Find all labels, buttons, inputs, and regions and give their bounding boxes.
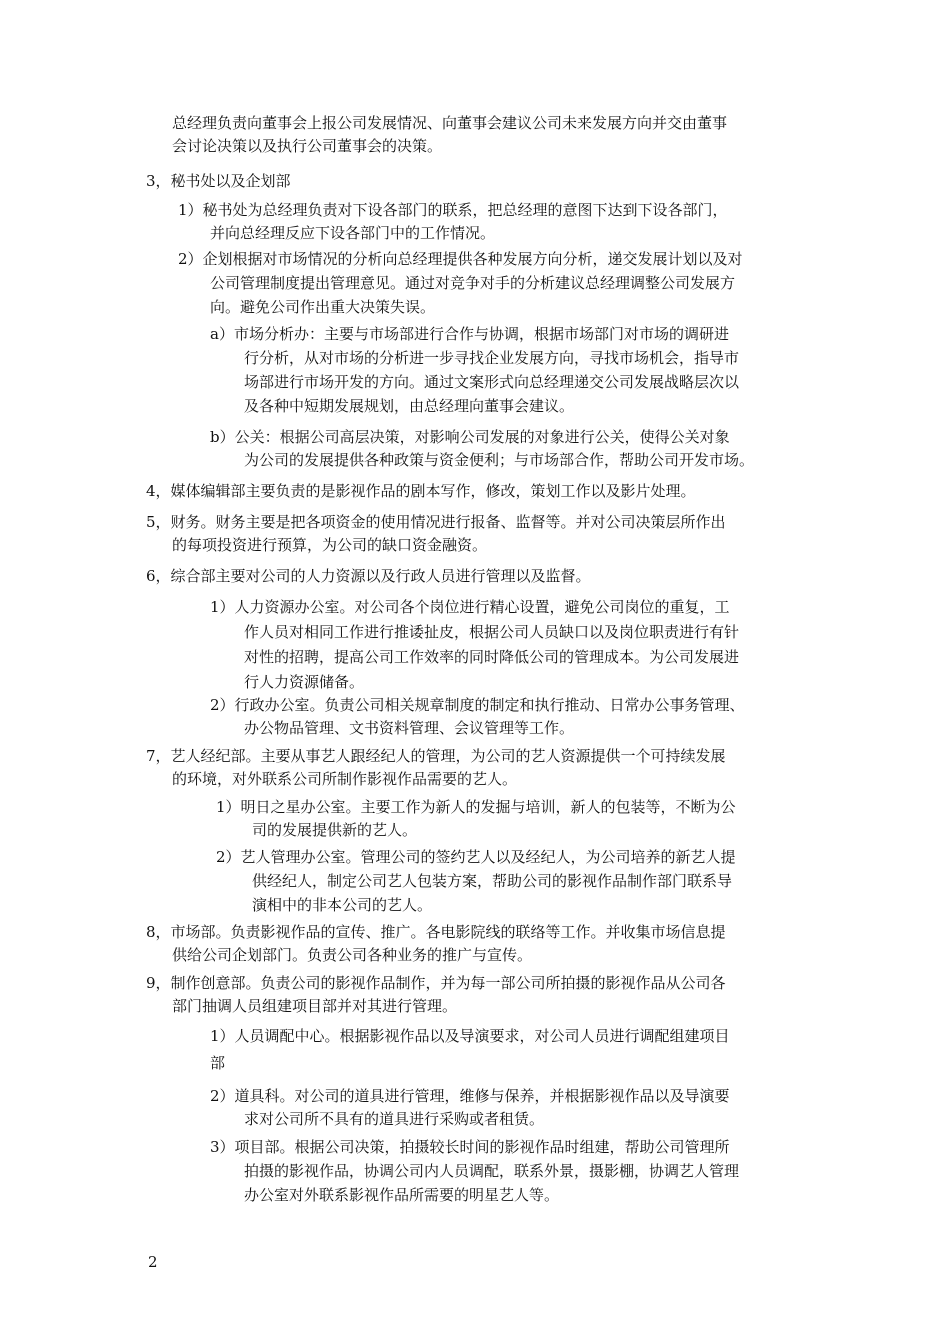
text-line: 行人力资源储备。 bbox=[244, 673, 365, 691]
text-line: 供给公司企划部门。负责公司各种业务的推广与宣传。 bbox=[172, 946, 533, 964]
text-line: 供经纪人，制定公司艺人包装方案，帮助公司的影视作品制作部门联系导 bbox=[252, 872, 733, 890]
text-line: b）公关：根据公司高层决策，对影响公司发展的对象进行公关，使得公关对象 bbox=[210, 428, 730, 446]
text-line: 3）项目部。根据公司决策，拍摄较长时间的影视作品时组建，帮助公司管理所 bbox=[210, 1138, 730, 1156]
text-line: a）市场分析办：主要与市场部进行合作与协调，根据市场部门对市场的调研进 bbox=[210, 325, 729, 343]
text-line: 部门抽调人员组建项目部并对其进行管理。 bbox=[172, 997, 458, 1015]
text-line: 求对公司所不具有的道具进行采购或者租赁。 bbox=[244, 1110, 545, 1128]
text-line: 6，综合部主要对公司的人力资源以及行政人员进行管理以及监督。 bbox=[146, 567, 591, 585]
text-line: 8，市场部。负责影视作品的宣传、推广。各电影院线的联络等工作。并收集市场信息提 bbox=[146, 923, 726, 941]
text-line: 1）人员调配中心。根据影视作品以及导演要求，对公司人员进行调配组建项目 bbox=[210, 1027, 730, 1045]
text-line: 对性的招聘，提高公司工作效率的同时降低公司的管理成本。为公司发展进 bbox=[244, 648, 740, 666]
text-line: 及各种中短期发展规划，由总经理向董事会建议。 bbox=[244, 397, 575, 415]
text-line: 公司管理制度提出管理意见。通过对竞争对手的分析建议总经理调整公司发展方 bbox=[210, 274, 736, 292]
text-line: 3，秘书处以及企划部 bbox=[146, 172, 291, 190]
text-line: 作人员对相同工作进行推诿扯皮，根据公司人员缺口以及岗位职责进行有针 bbox=[244, 623, 740, 641]
text-line: 并向总经理反应下设各部门中的工作情况。 bbox=[210, 224, 496, 242]
text-line: 场部进行市场开发的方向。通过文案形式向总经理递交公司发展战略层次以 bbox=[244, 373, 740, 391]
text-line: 7，艺人经纪部。主要从事艺人跟经纪人的管理，为公司的艺人资源提供一个可持续发展 bbox=[146, 747, 726, 765]
text-line: 为公司的发展提供各种政策与资金便利；与市场部合作，帮助公司开发市场。 bbox=[244, 451, 755, 469]
text-line: 办公物品管理、文书资料管理、会议管理等工作。 bbox=[244, 719, 575, 737]
text-line: 拍摄的影视作品，协调公司内人员调配，联系外景，摄影棚，协调艺人管理 bbox=[244, 1162, 740, 1180]
text-line: 5，财务。财务主要是把各项资金的使用情况进行报备、监督等。并对公司决策层所作出 bbox=[146, 513, 726, 531]
text-line: 向。避免公司作出重大决策失误。 bbox=[210, 298, 436, 316]
text-line: 1）明日之星办公室。主要工作为新人的发掘与培训，新人的包装等，不断为公 bbox=[216, 798, 736, 816]
text-line: 9，制作创意部。负责公司的影视作品制作，并为每一部公司所拍摄的影视作品从公司各 bbox=[146, 974, 726, 992]
text-line: 2）道具科。对公司的道具进行管理，维修与保养，并根据影视作品以及导演要 bbox=[210, 1087, 730, 1105]
text-line: 会讨论决策以及执行公司董事会的决策。 bbox=[172, 137, 443, 155]
text-line: 行分析，从对市场的分析进一步寻找企业发展方向，寻找市场机会，指导市 bbox=[244, 349, 740, 367]
text-line: 的每项投资进行预算，为公司的缺口资金融资。 bbox=[172, 536, 488, 554]
text-line: 1）人力资源办公室。对公司各个岗位进行精心设置，避免公司岗位的重复，工 bbox=[210, 598, 730, 616]
text-line: 部 bbox=[210, 1054, 226, 1072]
text-line: 司的发展提供新的艺人。 bbox=[252, 821, 418, 839]
text-line: 的环境，对外联系公司所制作影视作品需要的艺人。 bbox=[172, 770, 518, 788]
text-line: 2）行政办公室。负责公司相关规章制度的制定和执行推动、日常办公事务管理、 bbox=[210, 696, 745, 714]
text-line: 演相中的非本公司的艺人。 bbox=[252, 896, 433, 914]
text-line: 4，媒体编辑部主要负责的是影视作品的剧本写作，修改，策划工作以及影片处理。 bbox=[146, 482, 696, 500]
text-line: 办公室对外联系影视作品所需要的明星艺人等。 bbox=[244, 1186, 560, 1204]
text-line: 1）秘书处为总经理负责对下设各部门的联系，把总经理的意图下达到下设各部门， bbox=[178, 201, 728, 219]
text-line: 2）企划根据对市场情况的分析向总经理提供各种发展方向分析，递交发展计划以及对 bbox=[178, 250, 743, 268]
text-line: 总经理负责向董事会上报公司发展情况、向董事会建议公司未来发展方向并交由董事 bbox=[172, 114, 728, 132]
page-number: 2 bbox=[148, 1253, 158, 1271]
text-line: 2）艺人管理办公室。管理公司的签约艺人以及经纪人，为公司培养的新艺人提 bbox=[216, 848, 736, 866]
